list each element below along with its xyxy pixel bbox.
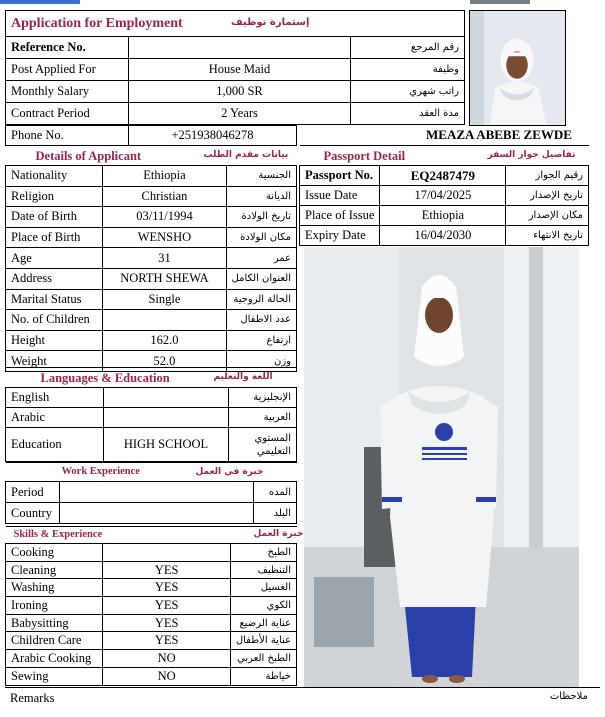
skill-row	[6, 597, 297, 615]
applicant-row	[6, 248, 297, 269]
applicant-full-name: MEAZA ABEBE ZEWDE	[426, 127, 572, 142]
applicant-row	[6, 330, 297, 351]
skills-title-ar: خبرة العمل	[253, 529, 304, 539]
skill-row	[6, 561, 297, 579]
applicant-label: Marital Status	[6, 289, 103, 310]
skill-label-ar: الطبخ	[230, 544, 296, 562]
skill-label: Cleaning	[6, 561, 103, 579]
applicant-value	[103, 310, 226, 331]
passport-title: Passport Detail	[323, 149, 406, 163]
applicant-label: Religion	[6, 186, 103, 207]
language-label-ar: العربية	[229, 408, 297, 428]
top-color-strip	[0, 0, 605, 5]
page-title-ar: إستمارة توظيف	[231, 17, 310, 28]
language-value	[104, 388, 229, 408]
work-table	[5, 462, 297, 524]
ref-value	[129, 37, 351, 59]
applicant-row	[6, 268, 297, 289]
applicant-title-cell	[6, 146, 297, 166]
applicant-row	[6, 207, 297, 228]
remarks-label-ar: ملاحظات	[549, 691, 588, 702]
contract-label: Contract Period	[6, 103, 129, 125]
applicant-label-ar: ارتفاع	[226, 330, 296, 351]
skill-row	[6, 579, 297, 597]
passport-label: Expiry Date	[300, 226, 380, 246]
portrait-photo-small	[469, 10, 566, 126]
languages-table	[5, 367, 297, 462]
skill-row	[6, 632, 297, 650]
skill-label: Babysitting	[6, 614, 103, 632]
passport-label: Issue Date	[300, 186, 380, 206]
passport-table	[299, 145, 589, 246]
phone-label: Phone No.	[6, 126, 129, 146]
passport-row	[300, 206, 589, 226]
education-label: Education	[6, 428, 104, 462]
applicant-value: Christian	[103, 186, 226, 207]
applicant-value: WENSHO	[103, 227, 226, 248]
applicant-label-ar: وزن	[226, 351, 296, 372]
education-value: HIGH SCHOOL	[104, 428, 229, 462]
ref-label: Reference No.	[6, 37, 129, 59]
skill-label-ar: الطبخ العربي	[230, 650, 296, 668]
applicant-value: 52.0	[103, 351, 226, 372]
passport-label-ar: رقيم الجواز	[506, 166, 589, 186]
salary-label: Monthly Salary	[6, 81, 129, 103]
applicant-label-ar: مكان الولادة	[226, 227, 296, 248]
applicant-label: Place of Birth	[6, 227, 103, 248]
applicant-label: Height	[6, 330, 103, 351]
passport-row	[300, 166, 589, 186]
work-label-ar: المده	[254, 482, 297, 503]
passport-value: 16/04/2030	[380, 226, 506, 246]
language-row	[6, 388, 297, 408]
applicant-label-ar: عدد الاطفال	[226, 310, 296, 331]
work-label-ar: البلد	[254, 503, 297, 524]
work-value	[60, 503, 254, 524]
applicant-label: Nationality	[6, 166, 103, 187]
portrait-small-image	[470, 11, 565, 125]
language-label-ar: الإنجليزية	[229, 388, 297, 408]
work-row	[6, 503, 297, 524]
education-label-ar: المستوي التعليمي	[229, 428, 297, 462]
passport-value: 17/04/2025	[380, 186, 506, 206]
applicant-label: Address	[6, 268, 103, 289]
passport-label: Passport No.	[300, 166, 380, 186]
skill-value: NO	[103, 650, 230, 668]
post-label: Post Applied For	[6, 59, 129, 81]
applicant-label-ar: العنوان الكامل	[226, 268, 296, 289]
page-title: Application for Employment	[11, 15, 183, 31]
skill-label-ar: خياطة	[230, 667, 296, 685]
passport-label: Place of Issue	[300, 206, 380, 226]
applicant-row	[6, 186, 297, 207]
applicant-title-ar: بيانات مقدم الطلب	[203, 150, 289, 160]
applicant-value: NORTH SHEWA	[103, 268, 226, 289]
salary-value: 1,000 SR	[129, 81, 351, 103]
skill-label: Arabic Cooking	[6, 650, 103, 668]
skill-label-ar: عناية الرضيع	[230, 614, 296, 632]
languages-title-cell	[6, 368, 297, 388]
passport-value: EQ2487479	[380, 166, 506, 186]
salary-label-ar: راتب شهري	[351, 81, 465, 103]
contract-value: 2 Years	[129, 103, 351, 125]
applicant-row	[6, 310, 297, 331]
applicant-label: Age	[6, 248, 103, 269]
passport-label-ar: تاريخ الإصدار	[506, 186, 589, 206]
header-table	[5, 10, 465, 125]
skill-value: YES	[103, 632, 230, 650]
skill-row	[6, 544, 297, 562]
passport-label-ar: مكان الإصدار	[506, 206, 589, 226]
skills-title-cell	[6, 527, 304, 544]
skill-label-ar: عناية الأطفال	[230, 632, 296, 650]
phone-table	[5, 125, 297, 146]
top-row	[6, 37, 465, 59]
applicant-label: No. of Children	[6, 310, 103, 331]
passport-row	[300, 186, 589, 206]
applicant-label-ar: عمر	[226, 248, 296, 269]
skill-value: YES	[103, 597, 230, 615]
applicant-label-ar: تاريخ الولادة	[226, 207, 296, 228]
applicant-row	[6, 166, 297, 187]
languages-title-ar: اللغة والتعليم	[213, 372, 273, 382]
phone-value: +251938046278	[129, 126, 297, 146]
passport-row	[300, 226, 589, 246]
work-label: Period	[6, 482, 60, 503]
work-title-cell	[6, 463, 297, 482]
work-value	[60, 482, 254, 503]
language-label: English	[6, 388, 104, 408]
skill-label: Cooking	[6, 544, 103, 562]
full-body-image	[304, 247, 579, 687]
header-title-cell	[6, 11, 465, 37]
skill-row	[6, 667, 297, 685]
applicant-label-ar: الحالة الزوجية	[226, 289, 296, 310]
full-body-photo	[304, 247, 579, 687]
top-row	[6, 81, 465, 103]
contract-label-ar: مدة العقد	[351, 103, 465, 125]
skill-value: YES	[103, 579, 230, 597]
skill-label-ar: الكوي	[230, 597, 296, 615]
applicant-value: Single	[103, 289, 226, 310]
skills-title: Skills & Experience	[13, 529, 103, 540]
work-title-ar: خبرة في العمل	[195, 467, 264, 477]
skill-label: Ironing	[6, 597, 103, 615]
applicant-value: 31	[103, 248, 226, 269]
skill-value	[103, 544, 230, 562]
passport-label-ar: تاريخ الانتهاء	[506, 226, 589, 246]
remarks-label: Remarks	[10, 691, 55, 706]
applicant-value: Ethiopia	[103, 166, 226, 187]
education-row	[6, 428, 297, 462]
top-row	[6, 103, 465, 125]
applicant-value: 162.0	[103, 330, 226, 351]
applicant-label: Date of Birth	[6, 207, 103, 228]
skill-row	[6, 650, 297, 668]
work-row	[6, 482, 297, 503]
skill-row	[6, 614, 297, 632]
applicant-row	[6, 289, 297, 310]
applicant-label-ar: الديانة	[226, 186, 296, 207]
language-value	[104, 408, 229, 428]
applicant-label: Weight	[6, 351, 103, 372]
skill-label: Washing	[6, 579, 103, 597]
skill-value: NO	[103, 667, 230, 685]
skill-value: YES	[103, 561, 230, 579]
passport-title-ar: تفاصيل جواز السفر	[487, 150, 576, 160]
skill-value: YES	[103, 614, 230, 632]
language-row	[6, 408, 297, 428]
skill-label: Children Care	[6, 632, 103, 650]
post-label-ar: وظيفة	[351, 59, 465, 81]
languages-title: Languages & Education	[40, 371, 170, 385]
work-label: Country	[6, 503, 60, 524]
skill-label-ar: التنظيف	[230, 561, 296, 579]
skill-label-ar: الغسيل	[230, 579, 296, 597]
work-title: Work Experience	[61, 466, 140, 477]
applicant-value: 03/11/1994	[103, 207, 226, 228]
top-strip-gray	[470, 0, 530, 4]
skills-table	[5, 526, 304, 686]
applicant-title: Details of Applicant	[35, 149, 142, 163]
passport-title-cell	[300, 146, 589, 166]
passport-value: Ethiopia	[380, 206, 506, 226]
applicant-row	[6, 227, 297, 248]
ref-label-ar: رقم المرجع	[351, 37, 465, 59]
remarks-table	[5, 687, 600, 710]
applicant-table	[5, 145, 297, 372]
top-strip-blue	[0, 0, 80, 4]
remarks-cell	[5, 688, 600, 710]
language-label: Arabic	[6, 408, 104, 428]
post-value: House Maid	[129, 59, 351, 81]
skill-label: Sewing	[6, 667, 103, 685]
applicant-label-ar: الجنسية	[226, 166, 296, 187]
top-row	[6, 59, 465, 81]
